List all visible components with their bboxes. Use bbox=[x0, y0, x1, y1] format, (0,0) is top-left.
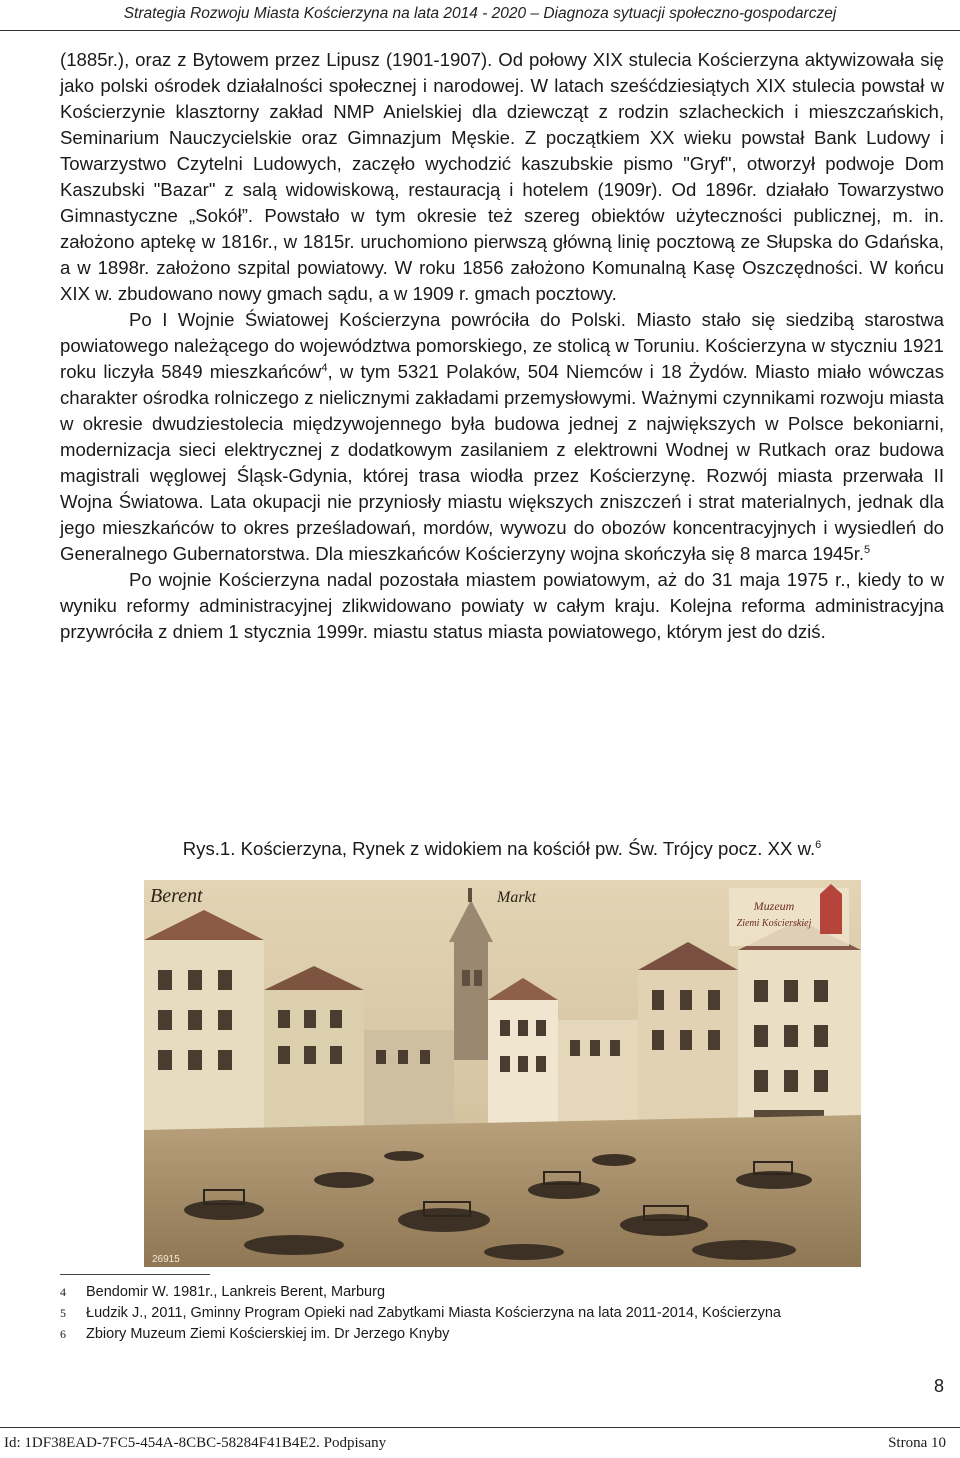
page-indicator: Strona 10 bbox=[888, 1435, 946, 1451]
footnote-number: 4 bbox=[60, 1285, 66, 1299]
paragraph-2-part-a: Po I Wojnie Światowej Kościerzyna powróciła do Polski. Miasto stało się siedzibą starostwa powiatowego należącego do województwa pomorskiego, ze stolicą w Toruniu. Kościerzyna w styczniu 1921 roku liczyła 5849 mieszkańców bbox=[60, 309, 944, 382]
figure-caption bbox=[60, 836, 944, 862]
stamp-text-ziemi: Ziemi Kościerskiej bbox=[736, 918, 812, 929]
footnote-6 bbox=[60, 1324, 950, 1345]
footnote-number: 6 bbox=[60, 1327, 66, 1341]
photo-label-berent: Berent bbox=[150, 885, 203, 907]
historic-photo bbox=[144, 880, 861, 1267]
document-footer bbox=[0, 1427, 960, 1454]
footnote-ref-6: 6 bbox=[815, 839, 822, 851]
footnote-text: Łudzik J., 2011, Gminny Program Opieki nad Zabytkami Miasta Kościerzyna na lata 2011-2014, Kościerzyna bbox=[86, 1305, 781, 1321]
photo-number: 26915 bbox=[152, 1254, 180, 1265]
figure-caption-text: Rys.1. Kościerzyna, Rynek z widokiem na kościół pw. Św. Trójcy pocz. XX w. bbox=[182, 838, 816, 859]
footnote-ref-4: 4 bbox=[321, 362, 328, 374]
footnote-text: Bendomir W. 1981r., Lankreis Berent, Marburg bbox=[86, 1284, 386, 1300]
paragraph-1: (1885r.), oraz z Bytowem przez Lipusz (1901-1907). Od połowy XIX stulecia Kościerzyna aktywizowała się jako polski ośrodek działalności społecznej i narodowej. W latach sześćdziesiątych XIX stulecia powstał w Kościerzynie klasztorny zakład NMP Anielskiej dla dziewcząt z rodzin szlacheckich i mieszczańskich, Seminarium Nauczycielskie oraz Gimnazjum Męskie. Z początkiem XX wieku powstał Bank Ludowy i Towarzystwo Czytelni Ludowych, zaczęło wychodzić kaszubskie pismo "Gryf", otworzył podwoje Dom Kaszubski "Bazar" z salą widowiskową, restauracją i hotelem (1909r). Od 1896r. działało Towarzystwo Gimnastyczne „Sokół”. Powstało w tym okresie też szereg obiektów użyteczności publicznej, m. in. założono aptekę w 1816r., w 1815r. uruchomiono pierwszą główną linię pocztową ze Słupska do Gdańska, a w 1898r. założono szpital powiatowy. W roku 1856 założono Komunalną Kasę Oszczędności. W końcu XIX w. zbudowano nowy gmach sądu, a w 1909 r. gmach pocztowy. bbox=[60, 49, 944, 304]
page-number: 8 bbox=[933, 1376, 944, 1396]
footnote-5 bbox=[60, 1303, 950, 1324]
paragraph-3: Po wojnie Kościerzyna nadal pozostała miastem powiatowym, aż do 31 maja 1975 r., kiedy to w wyniku reformy administracyjnej zlikwidowano powiaty w całym kraju. Kolejna reforma administracyjna przywróciła z dniem 1 stycznia 1999r. miastu status miasta powiatowego, którym jest do dziś. bbox=[60, 569, 944, 642]
footnote-4 bbox=[60, 1282, 950, 1303]
footnote-ref-5: 5 bbox=[864, 544, 871, 556]
paragraph-2-part-b: , w tym 5321 Polaków, 504 Niemców i 18 Żydów. Miasto miało wówczas charakter ośrodka rolniczego z nielicznymi zakładami przemysłowymi. Ważnymi czynnikami rozwoju miasta w okresie dwudziestolecia międzywojennego była budowa jednej z największych w Polsce bekoniarni, modernizacja sieci elektrycznej z dodatkowym zasilaniem z elektrowni Wodnej w Rutkach oraz budowa magistrali węglowej Śląsk-Gdynia, której trasa wiodła przez Kościerzynę. Rozwój miasta przerwała II Wojna Światowa. Lata okupacji nie przyniosły miastu większych zniszczeń i strat materialnych, jednak dla jego mieszkańców to okres prześladowań, mordów, wywozu do obozów koncentracyjnych i wysiedleń do Generalnego Gubernatorstwa. Dla mieszkańców Kościerzyny wojna skończyła się 8 marca 1945r. bbox=[60, 361, 944, 564]
body-text bbox=[60, 47, 944, 645]
page-header bbox=[0, 0, 960, 31]
historic-photo-illustration bbox=[144, 880, 861, 1267]
footnote-number: 5 bbox=[60, 1306, 66, 1320]
header-title: Strategia Rozwoju Miasta Kościerzyna na lata 2014 - 2020 – Diagnoza sytuacji społeczno-gospodarczej bbox=[123, 5, 837, 22]
footnote-text: Zbiory Muzeum Ziemi Kościerskiej im. Dr Jerzego Knyby bbox=[86, 1326, 450, 1342]
document-id: Id: 1DF38EAD-7FC5-454A-8CBC-58284F41B4E2. Podpisany bbox=[4, 1435, 387, 1451]
museum-stamp-icon bbox=[729, 884, 849, 946]
footnotes bbox=[60, 1282, 950, 1345]
photo-label-markt: Markt bbox=[497, 889, 537, 906]
stamp-text-muzeum: Muzeum bbox=[753, 899, 795, 913]
right-buildings bbox=[638, 920, 861, 1150]
paragraph-2 bbox=[60, 307, 944, 567]
footnote-divider bbox=[60, 1274, 210, 1275]
